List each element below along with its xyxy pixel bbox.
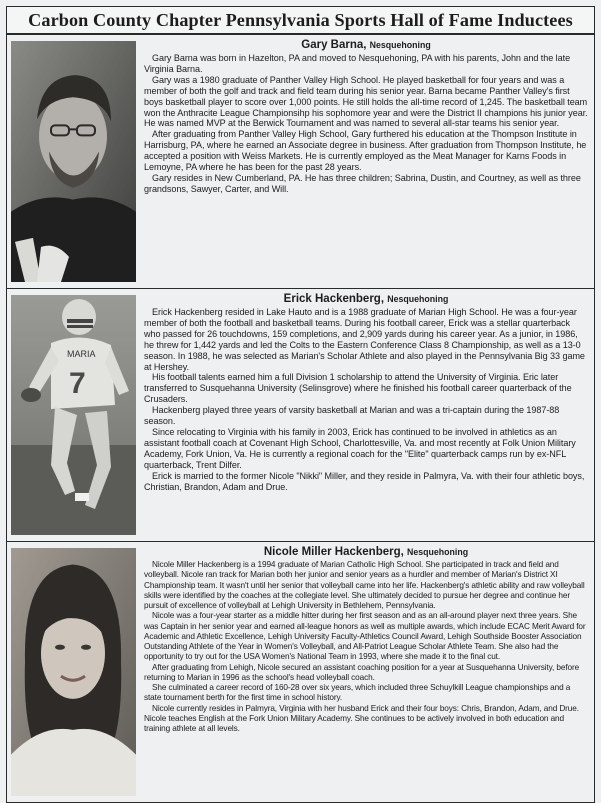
inductee-heading — [144, 38, 588, 52]
masthead — [6, 6, 595, 35]
svg-text:7: 7 — [69, 367, 86, 400]
svg-text:MARIA: MARIA — [67, 349, 96, 359]
inductee-name: Erick Hackenberg, — [283, 293, 385, 305]
bio-paragraph: His football talents earned him a full Division 1 scholarship to attend the University of Virginia. Eric later transferred to Susquehanna University (Selinsgrove) where he finished his football career quarterback of the Crusaders. — [144, 372, 572, 405]
inductee-name: Nicole Miller Hackenberg, — [263, 546, 404, 558]
inductee-town: Nesquehoning — [407, 547, 469, 557]
inductee-town: Nesquehoning — [387, 294, 449, 304]
bio-paragraph: Erick is married to the former Nicole "Nikki" Miller, and they reside in Palmyra, Va. with their four athletic boys, Christian, Brandon, Adam and Drue. — [144, 470, 585, 492]
bio-paragraph: Gary was a 1980 graduate of Panther Valley High School. He played basketball for four years and was a member of both the golf and track and field team during his senior year. Barna became Panther Valley's first boys basketball player to score over 1,000 points. He still holds the all-time record of 1,245. The basketball team won the Anthracite League Championsihp his sophomore year and were the District II champions his junior year. He was named MVP at the Berwick Tournament and was named to several all-star teams his senior year. — [144, 74, 588, 129]
bio-paragraph: Nicole Miller Hackenberg is a 1994 graduate of Marian Catholic High School. She participated in track and field and volleyball. Nicole ran track for Marian both her junior and senior years as a hurdler and member of Marian's District XI Championship team. It wasn't until her senior that volleyball came into her life. Hackenberg's athletic ability and raw volleyball skills were identified by the coaches at the collegiate level. She ultimately decided to pursue her degree and continue her pursuit of excellence of volleyball at Lehigh University in Bethlehem, Pennsylvania. — [144, 560, 585, 610]
bio-paragraph: Since relocating to Virginia with his family in 2003, Erick has continued to be involved in athletics as an assistant football coach at Covenant High School, Charlottesville, Va. and most recently at Folk Union Military Academy, Fork Union, Va. He is currently a regional coach for the "Elite" quarterback camps run by ex-NFL quarterback, Trent Dilfer. — [144, 426, 576, 470]
bio-paragraph: She culminated a career record of 160-28 over six years, which included three Schuylkill League championships and a state tournament berth for the first time in school history. — [144, 683, 571, 703]
inductee-photo — [11, 295, 136, 535]
inductee-bio — [136, 289, 594, 541]
inductee-photo — [11, 41, 136, 282]
bio-paragraph: After graduating from Panther Valley High School, Gary furthered his education at the Thompson Institute in Harrisburg, PA, where he earned an Associate degree in business. After graduation from Thompson Institute, he accepted a position with Weiss Markets. He is currently employed as the Meat Manager for Karns Foods in Lemoyne, PA where he has been for the past 28 years. — [144, 129, 587, 173]
inductee-heading — [144, 292, 588, 306]
bio-paragraph: Gary Barna was born in Hazelton, PA and moved to Nesquehoning, PA with his parents, John and the late Virginia Barna. — [144, 53, 571, 74]
bio-paragraph: Erick Hackenberg resided in Lake Hauto and is a 1988 graduate of Marian High School. He was a four-year member of both the football and basketball teams. During his football career, Erick was a stellar quarterback who passed for 26 touchdowns, 159 completions, and 2,909 yards during his career year. As a junior, in 1986, he threw for 1,442 yards and led the Colts to the Eastern Conference Class 8 Championship, as well as a 13-0 season. In 1988, he was selected as Marian's Scholar Athlete and also played in the Pennsylvania Big 33 game at Hershey. — [144, 307, 585, 372]
inductee-list — [6, 35, 595, 803]
page-title: Carbon County Chapter Pennsylvania Sports Hall of Fame Inductees — [28, 9, 573, 30]
football-action-image — [11, 295, 136, 535]
inductee-bio — [136, 35, 594, 288]
portrait-image — [11, 41, 136, 282]
inductee-heading — [144, 545, 588, 559]
portrait-image — [11, 548, 136, 796]
inductee-bio — [136, 542, 594, 802]
inductee-town: Nesquehoning — [369, 40, 431, 50]
inductee-name: Gary Barna, — [301, 39, 367, 51]
inductee-entry — [7, 288, 594, 541]
inductee-entry — [7, 35, 594, 288]
bio-paragraph: After graduating from Lehigh, Nicole secured an assistant coaching position for a year at Susquehanna University, before returning to Marian in 1996 as the school's head volleyball coach. — [144, 662, 580, 682]
inductee-entry — [7, 541, 594, 802]
bio-paragraph: Nicole currently resides in Palmyra, Virginia with her husband Erick and their four boys: Chris, Brandon, Adam, and Drue. Nicole teaches English at the Fork Union Military Academy. She continues to be actively involved in both education and training athlete at all levels. — [144, 703, 579, 733]
inductee-photo — [11, 548, 136, 796]
bio-paragraph: Gary resides in New Cumberland, PA. He has three children; Sabrina, Dustin, and Courtney, as well as three grandsons, Sawyer, Carter, and Will. — [144, 172, 581, 194]
bio-paragraph: Nicole was a four-year starter as a middle hitter during her first season and as an all-around player next three years. She was Captain in her senior year and earned all-league honors as well as multiple awards, which include ECAC Merit Award for Academic and Athletic Excellence, Lehigh University Faculty-Athletics Council Award, Lehigh Southside Booster Association Outstanding Athlete of the Year in Women's Volleyball, and All-Patriot League Scholar Athlete Team. She also had the opportunity to try out for the USA Women's National Team in 1993, where she made it to the final cut. — [144, 611, 586, 662]
bio-paragraph: Hackenberg played three years of varsity basketball at Marian and was a tri-captain during the 1987-88 season. — [144, 405, 560, 427]
